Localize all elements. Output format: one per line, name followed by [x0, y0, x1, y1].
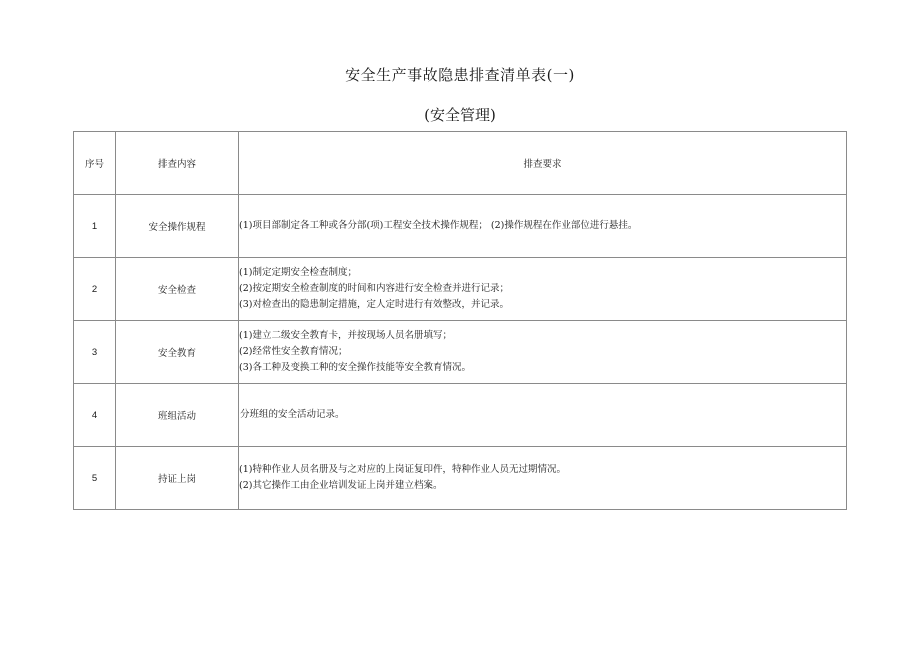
row-requirement [239, 447, 847, 510]
table-row [74, 321, 847, 384]
requirement-line: (1)建立二级安全教育卡，并按现场人员名册填写； [239, 330, 452, 341]
hazard-checklist-table [73, 131, 847, 510]
requirement-line: (1)项目部制定各工种或各分部(项)工程安全技术操作规程； (2)操作规程在作业部位进行悬挂。 [239, 220, 638, 231]
document-title: 安全生产事故隐患排查清单表(一) [345, 66, 575, 84]
row-item: 安全检查 [116, 258, 239, 321]
row-item: 安全操作规程 [116, 195, 239, 258]
row-no: 4 [74, 384, 116, 447]
row-no: 2 [74, 258, 116, 321]
table-row [74, 384, 847, 447]
requirement-line: (2)其它操作工由企业培训发证上岗并建立档案。 [239, 480, 443, 491]
requirement-line: (3)各工种及变换工种的安全操作技能等安全教育情况。 [239, 362, 471, 373]
header-no: 序号 [74, 132, 116, 195]
row-item: 班组活动 [116, 384, 239, 447]
row-requirement [239, 258, 847, 321]
requirement-line: (3)对检查出的隐患制定措施，定人定时进行有效整改，并记录。 [239, 299, 509, 310]
table-row [74, 195, 847, 258]
table-row [74, 447, 847, 510]
document-subtitle: (安全管理) [424, 106, 496, 124]
requirement-line: (2)按定期安全检查制度的时间和内容进行安全检查并进行记录； [239, 283, 509, 294]
row-requirement [239, 321, 847, 384]
header-requirement: 排查要求 [239, 132, 847, 195]
row-no: 3 [74, 321, 116, 384]
row-item: 安全教育 [116, 321, 239, 384]
requirement-line: 分班组的安全活动记录。 [240, 409, 345, 420]
header-item: 排查内容 [116, 132, 239, 195]
requirement-line: (2)经常性安全教育情况； [239, 346, 348, 357]
requirement-line: (1)制定定期安全检查制度； [239, 267, 357, 278]
table-header-row [74, 132, 847, 195]
row-no: 5 [74, 447, 116, 510]
requirement-line: (1)特种作业人员名册及与之对应的上岗证复印件，特种作业人员无过期情况。 [239, 464, 566, 475]
row-item: 持证上岗 [116, 447, 239, 510]
row-no: 1 [74, 195, 116, 258]
row-requirement [239, 195, 847, 258]
row-requirement [239, 384, 847, 447]
table-row [74, 258, 847, 321]
